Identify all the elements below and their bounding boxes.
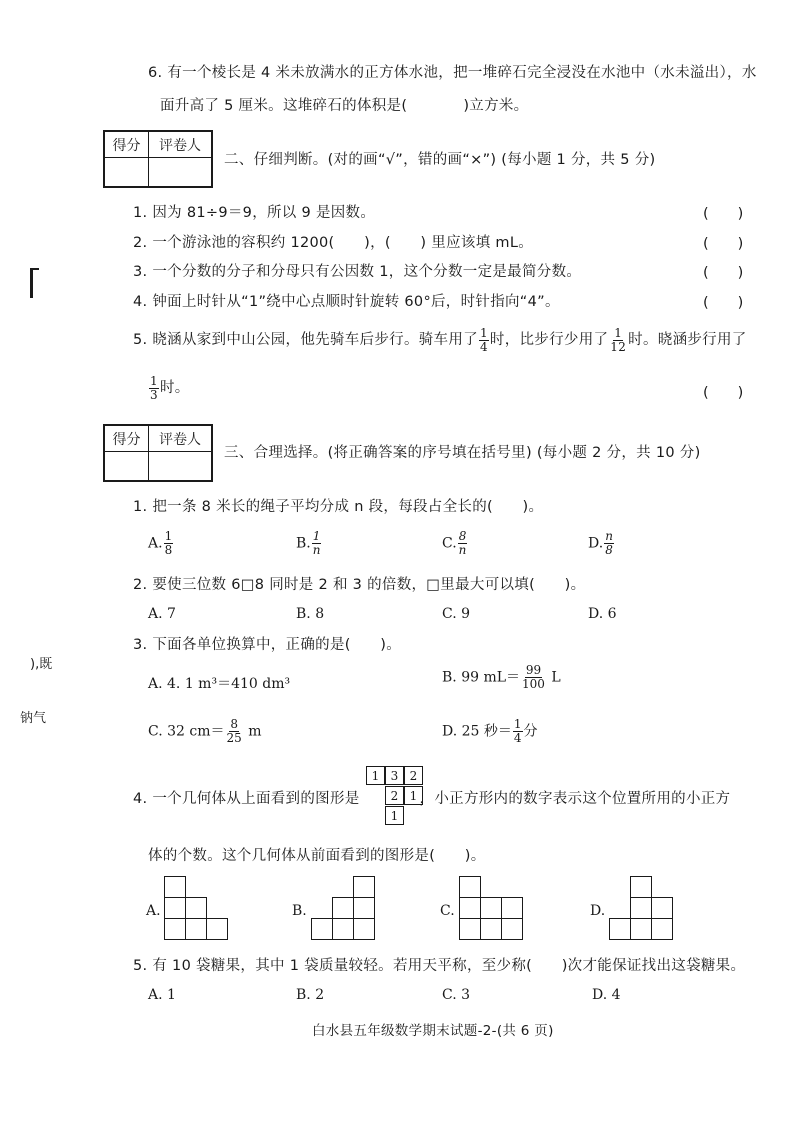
- grader-label: 评卷人: [149, 426, 211, 452]
- grid-cell: 2: [385, 786, 404, 805]
- choice-q5: 5. 有 10 袋糖果，其中 1 袋质量较轻。若用天平称，至少称( )次才能保证找出这袋糖果。: [133, 958, 746, 974]
- q6-text-a: 面升高了 5 厘米。这堆碎石的体积是(: [160, 98, 408, 114]
- choice-q3-option-b[interactable]: [442, 664, 561, 691]
- frac-num: 1: [479, 325, 488, 340]
- score-field[interactable]: [105, 452, 149, 480]
- option-text: D. 25 秒＝: [442, 723, 512, 740]
- frac-den: 4: [479, 339, 488, 354]
- judge-item-2: 2. 一个游泳池的容积约 1200( )，( ) 里应该填 mL。: [133, 235, 534, 251]
- choice-q5-option-b[interactable]: B. 2: [296, 987, 325, 1003]
- frac-num: 8: [458, 529, 467, 543]
- option-unit: 分: [523, 723, 538, 740]
- q5-text-a: 5. 晓涵从家到中山公园，他先骑车后步行。骑车用了: [133, 332, 478, 348]
- judge-paren-4[interactable]: ( ): [703, 295, 744, 311]
- grid-cell: 1: [366, 766, 385, 785]
- option-unit: m: [248, 723, 262, 740]
- q6-line2: [160, 95, 528, 117]
- q6-text-b: )立方米。: [463, 98, 529, 114]
- frac-num: 1: [312, 529, 321, 543]
- choice-q3-option-d[interactable]: [442, 718, 538, 745]
- frac-num: n: [605, 529, 613, 543]
- frac-num: 8: [230, 717, 238, 731]
- option-text: C. 32 cm＝: [148, 723, 225, 740]
- grid-cell: 1: [404, 786, 423, 805]
- section2-title: 二、仔细判断。(对的画“√”，错的画“×”) (每小题 1 分，共 5 分): [224, 152, 656, 168]
- judge-item-5-cont: [148, 373, 190, 403]
- frac-num: 1: [150, 373, 158, 388]
- margin-bracket-mark: [30, 268, 39, 298]
- choice-q4-option-a[interactable]: A.: [146, 903, 161, 919]
- judge-item-4: 4. 钟面上时针从“1”绕中心点顺时针旋转 60°后，时针指向“4”。: [133, 294, 560, 310]
- section3-title: 三、合理选择。(将正确答案的序号填在括号里) (每小题 2 分，共 10 分): [224, 445, 701, 461]
- choice-q2-option-a[interactable]: A. 7: [148, 606, 176, 622]
- margin-fragment-2: 钠气: [20, 711, 47, 726]
- choice-q2-option-d[interactable]: D. 6: [588, 606, 617, 622]
- option-fraction: [226, 718, 243, 745]
- option-unit: L: [551, 669, 561, 686]
- score-box-section2: [103, 130, 213, 188]
- choice-q5-option-d[interactable]: D. 4: [592, 987, 621, 1003]
- option-label: C.: [442, 535, 457, 552]
- grader-label: 评卷人: [149, 132, 211, 158]
- choice-q5-option-c[interactable]: C. 3: [442, 987, 471, 1003]
- margin-fragment-1: ),既: [30, 657, 53, 672]
- option-label: B.: [296, 535, 311, 552]
- fraction-1-3: [149, 375, 159, 402]
- choice-q3-option-c[interactable]: [148, 718, 262, 745]
- choice-q4-option-d[interactable]: D.: [590, 903, 606, 919]
- q4-text-b: ，小正方形内的数字表示这个位置所用的小正方: [419, 791, 731, 807]
- frac-den: 12: [610, 339, 627, 354]
- frac-num: 1: [164, 529, 173, 543]
- grid-cell: 2: [404, 766, 423, 785]
- choice-q5-option-a[interactable]: A. 1: [148, 987, 176, 1003]
- option-fraction: [604, 530, 614, 557]
- judge-paren-5[interactable]: ( ): [703, 385, 744, 401]
- judge-item-5: [133, 325, 747, 355]
- option-fraction: [164, 530, 174, 557]
- judge-item-1: 1. 因为 81÷9＝9，所以 9 是因数。: [133, 205, 376, 221]
- choice-q2-option-c[interactable]: C. 9: [442, 606, 471, 622]
- score-field[interactable]: [105, 158, 149, 186]
- q5-text-d: 时。: [159, 380, 190, 396]
- judge-paren-3[interactable]: ( ): [703, 265, 744, 281]
- frac-den: 4: [513, 731, 522, 745]
- option-fraction: [521, 664, 546, 691]
- option-fraction: [458, 530, 468, 557]
- score-box-section3: [103, 424, 213, 482]
- choice-q1-option-d[interactable]: [588, 530, 615, 557]
- grid-cell: 3: [385, 766, 404, 785]
- judge-paren-1[interactable]: ( ): [703, 206, 744, 222]
- option-label: A.: [148, 535, 163, 552]
- frac-den: n: [458, 543, 467, 557]
- choice-q1-option-b[interactable]: [296, 530, 322, 557]
- frac-den: 100: [522, 677, 545, 691]
- option-fraction: [312, 530, 322, 557]
- choice-q3-option-a[interactable]: A. 4. 1 m³＝410 dm³: [148, 676, 291, 692]
- page-footer: 白水县五年级数学期末试题-2-(共 6 页): [312, 1023, 554, 1039]
- fraction-1-4: [479, 327, 489, 354]
- choice-q4-option-b[interactable]: B.: [292, 903, 307, 919]
- frac-den: 8: [605, 543, 613, 557]
- option-text: B. 99 mL＝: [442, 669, 521, 686]
- choice-q4-line2: 体的个数。这个几何体从前面看到的图形是( )。: [148, 848, 486, 864]
- frac-num: 1: [614, 325, 623, 340]
- choice-q1-option-c[interactable]: [442, 530, 468, 557]
- grader-field[interactable]: [149, 452, 211, 480]
- q5-text-c: 时。晓涵步行用了: [628, 332, 747, 348]
- option-fraction: [513, 718, 523, 745]
- choice-q1: 1. 把一条 8 米长的绳子平均分成 n 段，每段占全长的( )。: [133, 499, 544, 515]
- judge-paren-2[interactable]: ( ): [703, 236, 744, 252]
- grader-field[interactable]: [149, 158, 211, 186]
- frac-num: 1: [513, 717, 522, 731]
- frac-den: n: [312, 543, 321, 557]
- choice-q4-option-c[interactable]: C.: [440, 903, 455, 919]
- grid-cell: 1: [385, 806, 404, 825]
- judge-item-3: 3. 一个分数的分子和分母只有公因数 1，这个分数一定是最简分数。: [133, 264, 582, 280]
- choice-q4-line1: [133, 788, 730, 810]
- score-label: 得分: [105, 426, 149, 452]
- frac-den: 25: [226, 731, 242, 745]
- q4-text-a: 4. 一个几何体从上面看到的图形是: [133, 791, 360, 807]
- frac-den: 3: [150, 387, 158, 402]
- frac-num: 99: [525, 663, 542, 677]
- fraction-1-12: [609, 327, 627, 354]
- choice-q1-option-a[interactable]: [148, 530, 174, 557]
- choice-q3: 3. 下面各单位换算中，正确的是( )。: [133, 637, 402, 653]
- q5-text-b: 时，比步行少用了: [489, 332, 609, 348]
- q6-line1: 6. 有一个棱长是 4 米未放满水的正方体水池，把一堆碎石完全浸没在水池中（水未溢出），水: [148, 65, 757, 81]
- frac-den: 8: [164, 543, 173, 557]
- choice-q2: 2. 要使三位数 6□8 同时是 2 和 3 的倍数，□里最大可以填( )。: [133, 577, 586, 593]
- option-label: D.: [588, 535, 604, 552]
- score-label: 得分: [105, 132, 149, 158]
- choice-q2-option-b[interactable]: B. 8: [296, 606, 325, 622]
